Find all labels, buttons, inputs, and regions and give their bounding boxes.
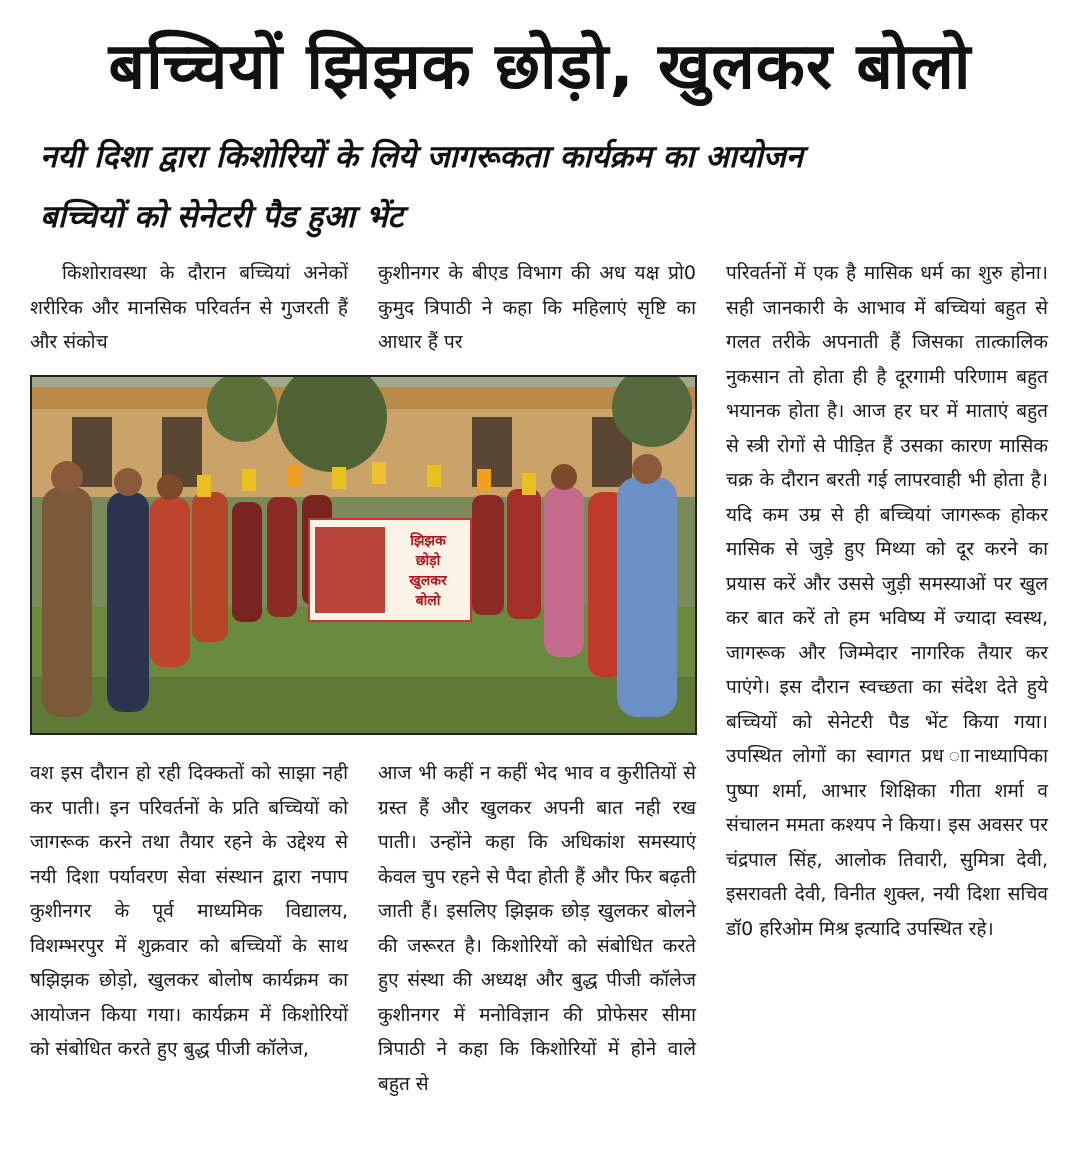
article-headline: बच्चियों झिझक छोड़ो, खुलकर बोलो — [108, 30, 972, 104]
column-3-text: परिवर्तनों में एक है मासिक धर्म का शुरु होना। सही जानकारी के आभाव में बच्चियां बहुत से गलत तरीके अपनाती हैं जिसका तात्कालिक नुकसान तो होता ही है दूरगामी परिणाम बहुत भयानक होता है। आज हर घर में माताएं बहुत से स्त्री रोगों से पीड़ित हैं उसका कारण मासिक चक्र के दौरान बरती गई लापरवाही भी होता है। यदि कम उम्र से ही बच्चियां जागरूक होकर मासिक से जुड़े हुए मिथ्या को दूर करने का प्रयास करें और उससे जुड़ी समस्याओं पर खुल कर बात करें तो हम भविष्य में ज्यादा स्वस्थ, जागरूक और जिम्मेदार नागरिक तैयार कर पाएंगे। इस दौरान स्वच्छता का संदेश देते हुये बच्चियों को सेनेटरी पैड भेंट किया गया। उपस्थित लोगों का स्वागत प्रध ाानाध्यापिका पुष्पा शर्मा, आभार शिक्षिका गीता शर्मा व संचालन ममता कश्यप ने किया। इस अवसर पर चंद्रपाल सिंह, आलोक तिवारी, सुमित्रा देवी, इसरावती देवी, विनीत शुक्ल, नयी दिशा सचिव डॉ0 हरिओम मिश्र इत्यादि उपस्थित रहे। — [726, 262, 1048, 940]
banner-line-1: झिझक — [410, 533, 446, 549]
article-subheadline-2: बच्चियों को सेनेटरी पैड हुआ भेंट — [40, 199, 404, 235]
event-group-photo — [30, 375, 697, 735]
article-subheadline: नयी दिशा द्वारा किशोरियों के लिये जागरूकता कार्यक्रम का आयोजन — [40, 139, 803, 175]
column-1-bottom-text: वश इस दौरान हो रही दिक्कतों को साझा नही कर पाती। इन परिवर्तनों के प्रति बच्चियों को जागरूक करने तथा तैयार रहने के उद्देश्य से नयी दिशा पर्यावरण सेवा संस्थान द्वारा नपाप कुशीनगर के पूर्व माध्यमिक विद्यालय, विशम्भरपुर में शुक्रवार को बच्चियों के साथ षझिझक छोड़ो, खुलकर बोलोष कार्यक्रम का आयोजन किया गया। कार्यक्रम में किशोरियों को संबोधित करते हुए बुद्ध पीजी कॉलेज, — [30, 762, 348, 1060]
banner-line-3: खुलकर — [409, 573, 447, 589]
banner-line-4: बोलो — [415, 593, 441, 609]
column-2-top-text: कुशीनगर के बीएड विभाग की अध यक्ष प्रो0 कुमुद त्रिपाठी ने कहा कि महिलाएं सृष्टि का आधार हैं पर — [378, 262, 696, 353]
column-2-bottom-text: आज भी कहीं न कहीं भेद भाव व कुरीतियों से ग्रस्त हैं और खुलकर अपनी बात नही रख पाती। उन्होंने कहा कि अधिकांश समस्याएं केवल चुप रहने से पैदा होती हैं और फिर बढ़ती जाती हैं। इसलिए झिझक छोड़ खुलकर बोलने की जरूरत है। किशोरियों को संबोधित करते हुए संस्था की अध्यक्ष और बुद्ध पीजी कॉलेज कुशीनगर में मनोविज्ञान की प्रोफेसर सीमा त्रिपाठी ने कहा कि किशोरियों में होने वाले बहुत से — [378, 762, 696, 1095]
column-1-top-text: किशोरावस्था के दौरान बच्चियां अनेकों शरीरिक और मानसिक परिवर्तन से गुजरती हैं और संकोच — [30, 262, 348, 353]
banner-line-2: छोड़ो — [415, 553, 441, 569]
